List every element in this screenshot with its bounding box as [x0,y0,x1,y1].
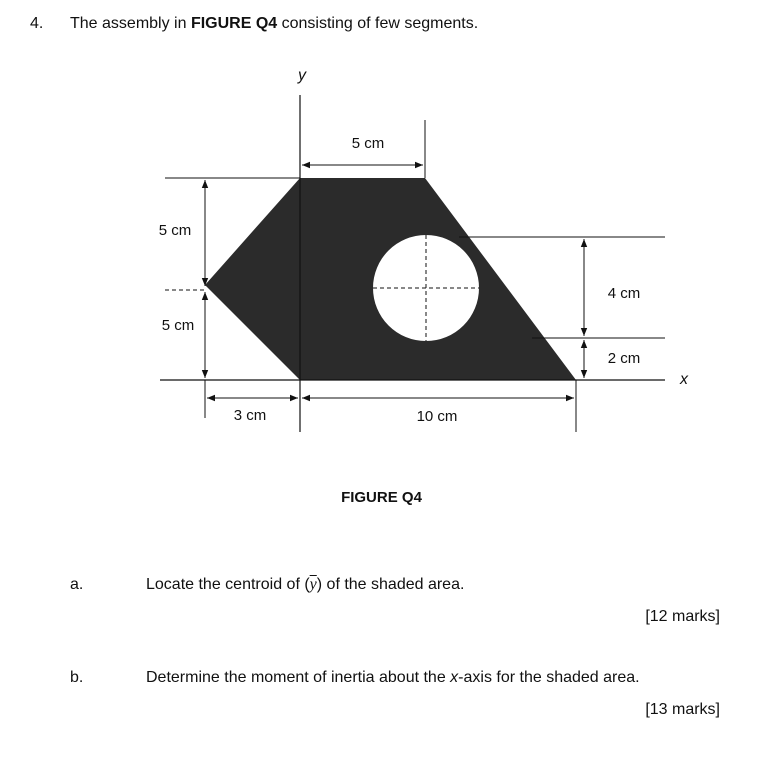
part-b-marks: [13 marks] [645,701,720,718]
x-axis-symbol: x [450,669,459,686]
figure-caption: FIGURE Q4 [341,489,422,506]
dim-label-top: 5 cm [351,135,385,152]
part-a-text-pre: Locate the centroid of ( [146,576,310,593]
dim-label-bottom-left: 3 cm [233,407,267,424]
dim-label-right-upper: 4 cm [607,285,641,302]
dim-label-right-lower: 2 cm [607,350,641,367]
x-axis-label: x [680,371,688,388]
y-bar-symbol: $\overline{y}$ [309,576,317,593]
dim-label-bottom-right: 10 cm [416,408,458,425]
question-text-pre: The assembly in [70,15,191,32]
figure-reference: FIGURE Q4 [190,15,278,32]
part-b-text [146,669,640,687]
dim-label-left-upper: 5 cm [158,222,192,239]
question-text-post: consisting of few segments. [277,15,479,32]
shaded-area [205,178,576,380]
part-b-text-post: -axis for the shaded area. [458,669,640,686]
y-axis-label: y [298,67,306,84]
question-number: 4. [30,15,44,32]
part-b-text-pre: Determine the moment of inertia about the [146,669,451,686]
part-a-marks: [12 marks] [645,608,720,625]
part-a-label: a. [70,576,84,593]
part-b-label: b. [70,669,84,686]
part-a-text-post: ) of the shaded area. [316,576,465,593]
part-a-text [146,576,464,594]
dim-label-left-lower: 5 cm [161,317,195,334]
